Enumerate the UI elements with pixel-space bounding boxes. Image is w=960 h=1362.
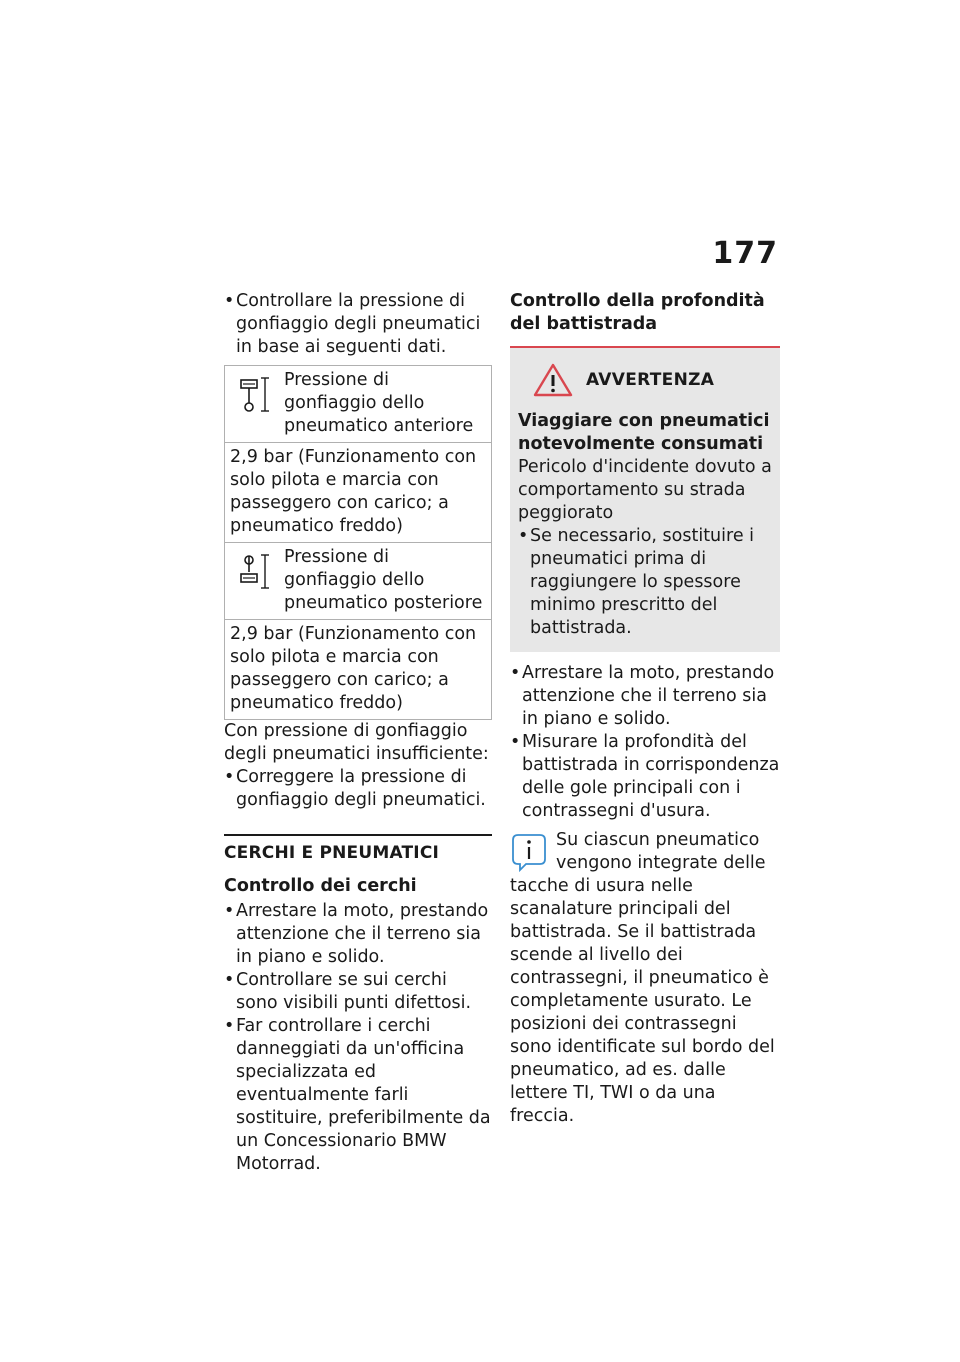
tire-pressure-icon [238, 373, 276, 417]
section-title: CERCHI E PNEUMATICI [224, 843, 440, 863]
warning-triangle-icon [532, 362, 574, 398]
warning-box [510, 348, 780, 652]
front-pressure-label: Pressione di gonfiaggio dello pneumatico anteriore [284, 370, 474, 436]
low-pressure-bullet-list [224, 766, 492, 812]
list-item: • Correggere la pressione di gonfiaggio degli pneumatici. [224, 766, 492, 812]
warning-header [518, 362, 772, 398]
front-pressure-value: 2,9 bar (Funzionamento con solo pilota e marcia con passeggero con carico; a pneumatico freddo) [225, 443, 492, 543]
section-divider [224, 834, 492, 836]
warning-consequence: Pericolo d'incidente dovuto a comportamento su strada peggiorato [518, 457, 772, 523]
intro-bullet-list [224, 290, 492, 359]
tread-depth-heading: Controllo della profondità del battistrada [510, 291, 765, 334]
right-column [510, 290, 780, 1128]
list-item: • Controllare se sui cerchi sono visibili punti difettosi. [224, 969, 492, 1015]
tire-pressure-icon [238, 550, 276, 594]
warning-bullet-list [518, 525, 772, 640]
info-text: Su ciascun pneumatico vengono integrate delle tacche di usura nelle scanalature principali del battistrada. Se il battistrada scende al livello dei contrassegni, il pneumatico è completamente usurato. Le posizioni dei contrassegni sono identificate sul bordo del pneumatico, ad es. dalle lettere TI, TWI o da una freccia. [510, 830, 775, 1126]
info-note [510, 829, 780, 1128]
tread-check-bullet-list [510, 662, 780, 823]
list-item: • Misurare la profondità del battistrada in corrispondenza delle gole principali con i contrassegni d'usura. [510, 731, 780, 823]
warning-title: AVVERTENZA [586, 369, 715, 390]
tire-pressure-table [224, 365, 492, 720]
list-item: • Arrestare la moto, prestando attenzione che il terreno sia in piano e solido. [510, 662, 780, 731]
front-pressure-label-cell [225, 366, 492, 443]
warning-cause: Viaggiare con pneumatici notevolmente consumati [518, 411, 770, 454]
rear-pressure-label: Pressione di gonfiaggio dello pneumatico posteriore [284, 547, 483, 613]
low-pressure-text: Con pressione di gonfiaggio degli pneumatici insufficiente: [224, 721, 489, 764]
list-item: • Far controllare i cerchi danneggiati da un'officina specializzata ed eventualmente farli sostituire, preferibilmente da un Concessionario BMW Motorrad. [224, 1015, 492, 1176]
rim-check-title: Controllo dei cerchi [224, 876, 417, 896]
left-column [224, 290, 492, 1176]
list-item: • Se necessario, sostituire i pneumatici prima di raggiungere lo spessore minimo prescritto del battistrada. [518, 525, 772, 640]
rim-check-bullet-list [224, 900, 492, 1176]
page-number: 177 [712, 236, 778, 271]
rear-pressure-label-cell [225, 543, 492, 620]
info-icon [510, 831, 548, 873]
list-item: • Controllare la pressione di gonfiaggio degli pneumatici in base ai seguenti dati. [224, 290, 492, 359]
list-item: • Arrestare la moto, prestando attenzione che il terreno sia in piano e solido. [224, 900, 492, 969]
rear-pressure-value: 2,9 bar (Funzionamento con solo pilota e marcia con passeggero con carico; a pneumatico freddo) [225, 620, 492, 720]
